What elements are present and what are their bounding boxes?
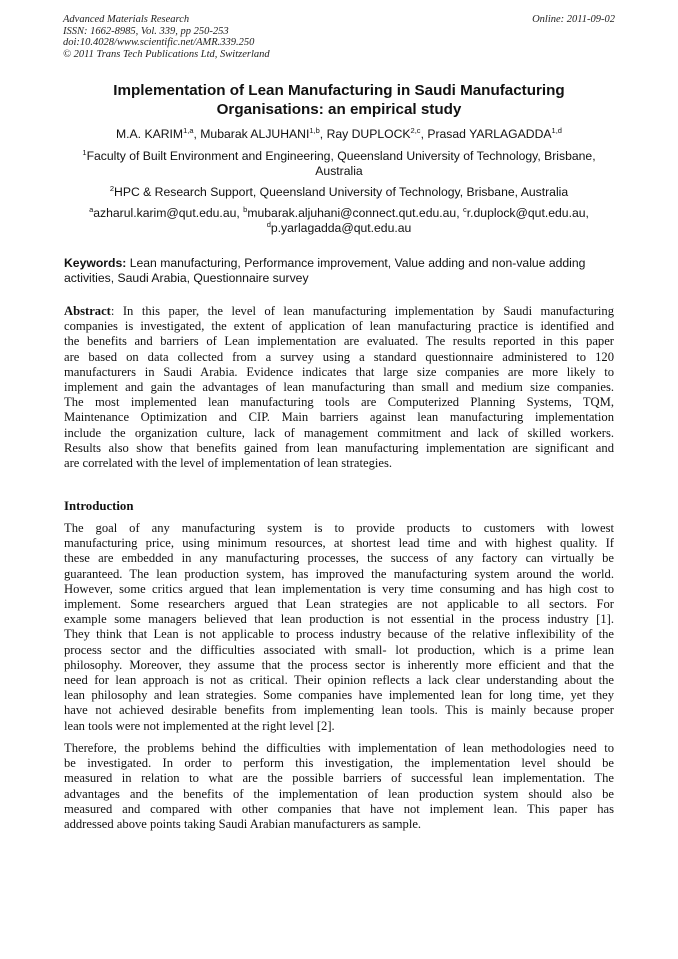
author-sup: 2,c (410, 126, 421, 135)
paragraph-line: lean tools were not implemented at the right level [2]. (64, 718, 335, 733)
paragraph-line: Therefore, the problems behind the difficulties with implementation of lean methodologies need to (64, 741, 614, 755)
copyright-line: © 2011 Trans Tech Publications Ltd, Switzerland (63, 48, 270, 60)
separator: , (193, 127, 201, 141)
email-sup: b (243, 205, 248, 214)
section-heading-introduction: Introduction (64, 499, 134, 513)
affiliation-text: HPC & Research Support, Queensland University of Technology, Brisbane, Australia (114, 185, 569, 199)
author-sup: 1,a (183, 126, 194, 135)
paragraph-line: have not achieved desirable benefits from implementing lean tools. This is mainly because proper (64, 703, 614, 718)
email-list (63, 206, 615, 236)
paragraph-line: advantages and the benefits of the implementation of lean production system should also be (64, 786, 614, 801)
paragraph-line: process sector and the difficulties associated with small- lot production, which is a prime lean (64, 642, 614, 657)
journal-name: Advanced Materials Research (63, 14, 190, 25)
abstract-line: are correlated with the level of implementation of lean strategies. (64, 456, 393, 471)
paragraph-line: The goal of any manufacturing system is to provide products to customers with lowest (64, 521, 614, 535)
email-link[interactable]: azharul.karim@qut.edu.au (93, 206, 237, 220)
paragraph-line: However, some critics argued that lean implementation is very time consuming and has high cost to (64, 581, 614, 596)
doi-line: doi:10.4028/www.scientific.net/AMR.339.250 (63, 37, 255, 48)
email-sup: c (463, 205, 467, 214)
abstract-line: The most implemented lean manufacturing tools are Computerized Planning Systems, TQM, (64, 395, 614, 410)
separator: , (456, 206, 463, 220)
paragraph-line: addressed above points taking Saudi Arabian manufacturers as sample. (64, 817, 422, 832)
abstract-line: include the organization culture, lack of management commitment and lack of skilled workers. (64, 425, 614, 440)
abstract-line: the benefits and barriers of Lean implementation are evaluated. The results reported in this paper (64, 334, 614, 349)
journal-header (63, 14, 270, 60)
author-name: M.A. KARIM (116, 127, 184, 141)
abstract-line: implement and gain the advantages of lean manufacturing than small and medium size companies. (64, 380, 614, 395)
email-link[interactable]: mubarak.aljuhani@connect.qut.edu.au (247, 206, 457, 220)
affiliation-text: Australia (315, 163, 363, 178)
author-name: Mubarak ALJUHANI (200, 127, 310, 141)
affiliation-sup: 1 (82, 148, 87, 157)
separator: , (236, 206, 244, 220)
paragraph-line: guaranteed. The lean production system, has improved the manufacturing system around the world. (64, 566, 614, 581)
introduction-paragraph-2 (64, 741, 614, 832)
author-name: Prasad YARLAGADDA (427, 127, 552, 141)
author-list (63, 127, 615, 141)
paragraph-line: be investigated. In order to perform this investigation, the implementation level should be (64, 756, 614, 771)
paragraph-line: philosophy. Moreover, they assume that the process sector is inherently more efficient and that the (64, 657, 614, 672)
issn-line: ISSN: 1662-8985, Vol. 339, pp 250-253 (63, 25, 229, 37)
online-date: Online: 2011-09-02 (532, 14, 615, 25)
introduction-paragraph-1 (64, 521, 614, 734)
abstract-line: : In this paper, the level of lean manufacturing implementation by Saudi manufacturing (110, 304, 614, 318)
email-sup: a (89, 205, 94, 214)
paper-title (63, 81, 615, 119)
separator: , (420, 127, 428, 141)
keywords (64, 256, 614, 285)
author-sup: 1,b (309, 126, 320, 135)
paragraph-line: these are embedded in any manufacturing processes, the success of any factory can virtually be (64, 551, 614, 566)
separator: , (319, 127, 327, 141)
paragraph-line: need for lean approach is not as critical. Their opinion reflects a lack clear understanding about the (64, 673, 614, 688)
abstract-line: manufacturers in Saudi Arabia. Evidence indicates that large size companies are more likely to (64, 364, 614, 379)
paragraph-line: example some managers believed that lean production is not essential in the process industry [1]. (64, 612, 614, 627)
abstract-line: companies is investigated, the extent of application of lean manufacturing practice is identified and (64, 319, 614, 334)
keywords-text: activities, Saudi Arabia, Questionnaire survey (64, 270, 309, 285)
abstract (64, 304, 614, 471)
abstract-line: are based on data collected from a survey using a standard questionnaire administered to 120 (64, 349, 614, 364)
affiliation-2 (63, 185, 615, 200)
title-line-2: Organisations: an empirical study (216, 101, 462, 118)
title-line-1: Implementation of Lean Manufacturing in Saudi Manufacturing (113, 82, 565, 99)
keywords-text: Lean manufacturing, Performance improvement, Value adding and non-value adding (126, 256, 586, 270)
affiliation-sup: 2 (109, 184, 115, 193)
paragraph-line: measured in relation to what are the possible barriers of successful lean implementation. The (64, 771, 614, 786)
email-link[interactable]: r.duplock@qut.edu.au (466, 206, 586, 220)
affiliation-text: Faculty of Built Environment and Engineering, Queensland University of Technology, Brisbane, (86, 149, 596, 163)
paragraph-line: implement. Some researchers argued that Lean strategies are not applicable to all sectors. For (64, 597, 614, 612)
paragraph-line: They think that Lean is not applicable to process industry because of the relative inflexibility of the (64, 627, 614, 642)
abstract-label: Abstract (64, 304, 111, 318)
author-sup: 1,d (551, 126, 562, 135)
separator: , (585, 206, 589, 220)
keywords-label: Keywords: (64, 256, 127, 270)
affiliation-1 (63, 149, 615, 178)
paragraph-line: manufacturing price, using minimum resources, at shortest lead time and with highest quality. If (64, 536, 614, 551)
paragraph-line: measured and compared with other companies that have not implement lean. This paper has (64, 801, 614, 816)
abstract-line: Results also show that benefits gained from lean manufacturing implementation are significant and (64, 440, 614, 455)
abstract-line: Maintenance Optimization and CIP. Main barriers against lean manufacturing implementation (64, 410, 614, 425)
paragraph-line: lean philosophy and lean strategies. Some companies have implemented lean for long time, yet they (64, 688, 614, 703)
email-sup: d (266, 220, 271, 229)
author-name: Ray DUPLOCK (326, 127, 411, 141)
email-link[interactable]: p.yarlagadda@qut.edu.au (270, 221, 412, 235)
